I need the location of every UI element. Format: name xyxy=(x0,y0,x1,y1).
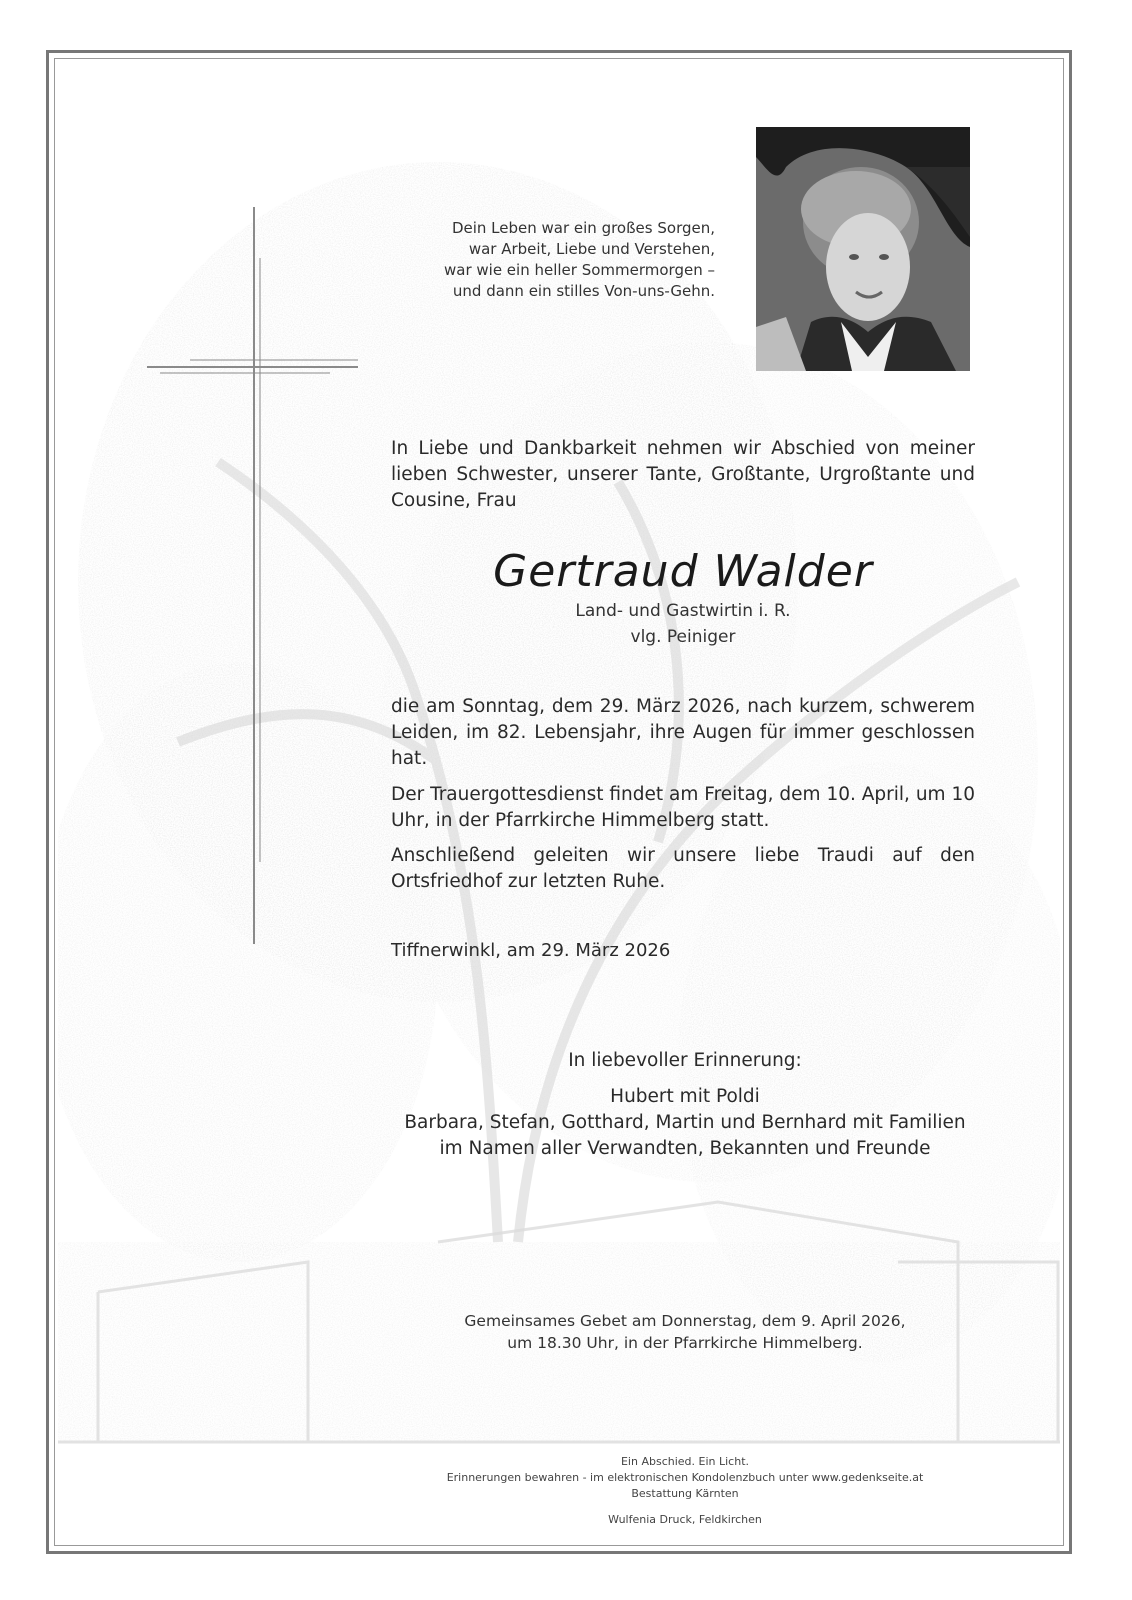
footer-line: Bestattung Kärnten xyxy=(631,1487,739,1500)
prayer-line: um 18.30 Uhr, in der Pfarrkirche Himmelberg. xyxy=(507,1334,863,1352)
prayer-notice xyxy=(440,1310,930,1354)
mourner-line: Hubert mit Poldi xyxy=(610,1086,760,1107)
poem-line: und dann ein stilles Von-uns-Gehn. xyxy=(452,282,715,300)
mourners-block xyxy=(380,1048,990,1162)
footer xyxy=(380,1454,990,1528)
mourner-line: Barbara, Stefan, Gotthard, Martin und Bernhard mit Familien xyxy=(404,1112,966,1133)
deceased-subtitle xyxy=(391,598,975,650)
poem xyxy=(385,218,715,302)
deceased-name: Gertraud Walder xyxy=(493,546,873,597)
death-paragraph: die am Sonntag, dem 29. März 2026, nach kurzem, schwerem Leiden, im 82. Lebensjahr, ihre Augen für immer geschlossen hat. xyxy=(391,696,975,769)
burial-paragraph: Anschließend geleiten wir unsere liebe Traudi auf den Ortsfriedhof zur letzten Ruhe. xyxy=(391,845,975,892)
service-paragraph: Der Trauergottesdienst findet am Freitag, dem 10. April, um 10 Uhr, in der Pfarrkirche Himmelberg statt. xyxy=(391,784,975,831)
memory-heading: In liebevoller Erinnerung: xyxy=(568,1050,802,1071)
footer-line: Ein Abschied. Ein Licht. xyxy=(620,1455,750,1468)
place-date: Tiffnerwinkl, am 29. März 2026 xyxy=(391,940,671,961)
occupation: Land- und Gastwirtin i. R. xyxy=(575,601,791,621)
prayer-line: Gemeinsames Gebet am Donnerstag, dem 9. April 2026, xyxy=(464,1312,906,1330)
poem-line: war Arbeit, Liebe und Verstehen, xyxy=(468,240,715,258)
footer-line: Erinnerungen bewahren - im elektronischen Kondolenzbuch unter www.gedenkseite.at xyxy=(446,1471,924,1484)
mourner-line: im Namen aller Verwandten, Bekannten und Freunde xyxy=(439,1138,931,1159)
printer-credit: Wulfenia Druck, Feldkirchen xyxy=(608,1513,762,1526)
portrait-photo xyxy=(756,127,970,371)
poem-line: war wie ein heller Sommermorgen – xyxy=(443,261,715,279)
house-name: vlg. Peiniger xyxy=(630,627,736,647)
intro-text: In Liebe und Dankbarkeit nehmen wir Abschied von meiner lieben Schwester, unserer Tante, Großtante, Urgroßtante und Cousine, Frau xyxy=(391,438,975,511)
poem-line: Dein Leben war ein großes Sorgen, xyxy=(451,219,715,237)
